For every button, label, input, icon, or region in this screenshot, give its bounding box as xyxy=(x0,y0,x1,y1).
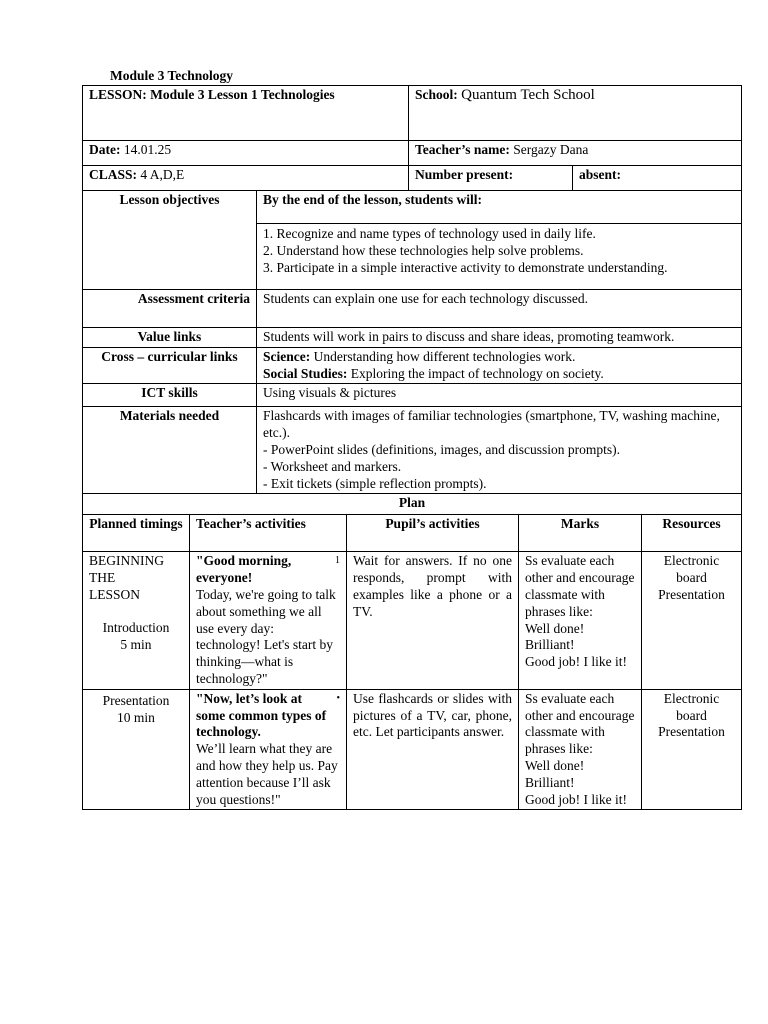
teacher-label: Teacher’s name: xyxy=(415,142,510,157)
stage-name: Introduction xyxy=(102,619,170,635)
marks-text: Well done! xyxy=(525,620,585,636)
social-studies-label: Social Studies: xyxy=(263,365,348,381)
material-item: Flashcards with images of familiar technologies (smartphone, TV, washing machine, etc.). xyxy=(263,408,720,441)
marks-text: Good job! I like it! xyxy=(525,654,627,670)
cross-curricular-label: Cross – curricular links xyxy=(83,347,257,384)
list-marker: 1 xyxy=(335,555,340,567)
list-marker: • xyxy=(336,692,340,704)
col-header-timings: Planned timings xyxy=(83,515,190,552)
date-label: Date: xyxy=(89,142,121,157)
plan-title: Plan xyxy=(83,494,742,515)
value-links-label: Value links xyxy=(83,328,257,348)
col-header-resources: Resources xyxy=(642,515,742,552)
social-studies-value: Exploring the impact of technology on society. xyxy=(350,365,604,381)
resources-cell: Electronic board Presentation xyxy=(642,552,742,689)
objectives-label: Lesson objectives xyxy=(83,191,257,290)
class-cell xyxy=(83,166,409,191)
plan-row xyxy=(83,689,742,810)
teacher-activity-cell xyxy=(190,552,347,689)
marks-text: Good job! I like it! xyxy=(525,791,627,807)
lesson-plan-table xyxy=(82,85,742,810)
assessment-label: Assessment criteria xyxy=(83,290,257,328)
lesson-cell xyxy=(83,86,409,141)
absent-cell: absent: xyxy=(573,166,742,191)
class-value: 4 A,D,E xyxy=(140,167,185,182)
class-label: CLASS: xyxy=(89,167,138,182)
teacher-cell xyxy=(409,141,742,166)
school-cell xyxy=(409,86,742,141)
objectives-list xyxy=(257,224,742,290)
cross-curricular-value xyxy=(257,347,742,384)
teacher-activity-lead: "Good morning, everyone! xyxy=(196,553,292,586)
marks-text: Brilliant! xyxy=(525,637,575,653)
stage-duration: 5 min xyxy=(120,636,152,652)
timing-cell xyxy=(83,689,190,810)
stage-duration: 10 min xyxy=(117,710,155,726)
material-item: - Worksheet and markers. xyxy=(263,458,402,474)
pupil-activity-cell: Use flashcards or slides with pictures of a TV, car, phone, etc. Let participants answer. xyxy=(347,689,519,810)
materials-label: Materials needed xyxy=(83,407,257,494)
teacher-activity-text: Today, we're going to talk about something we all use every day: technology! Let's start by thinking—what is technology?" xyxy=(196,586,336,686)
col-header-marks: Marks xyxy=(519,515,642,552)
timing-line: LESSON xyxy=(89,586,141,602)
teacher-activity-text: We’ll learn what they are and how they help us. Pay attention because I’ll ask you questions!" xyxy=(196,741,338,807)
date-cell xyxy=(83,141,409,166)
school-value: Quantum Tech School xyxy=(461,87,595,103)
teacher-value: Sergazy Dana xyxy=(513,142,589,157)
lesson-value: Module 3 Lesson 1 Technologies xyxy=(150,87,335,102)
timing-cell xyxy=(83,552,190,689)
objective-item: 1. Recognize and name types of technology used in daily life. xyxy=(263,226,596,241)
school-label: School: xyxy=(415,87,458,102)
materials-list xyxy=(257,407,742,494)
marks-text: Brilliant! xyxy=(525,774,575,790)
material-item: - Exit tickets (simple reflection prompts). xyxy=(263,475,487,491)
marks-cell xyxy=(519,552,642,689)
lesson-label: LESSON: xyxy=(89,87,147,102)
science-label: Science: xyxy=(263,348,311,364)
assessment-value: Students can explain one use for each technology discussed. xyxy=(257,290,742,328)
marks-cell xyxy=(519,689,642,810)
number-present-cell: Number present: xyxy=(409,166,573,191)
objectives-intro: By the end of the lesson, students will: xyxy=(257,191,742,224)
marks-text: Well done! xyxy=(525,757,585,773)
objective-item: 2. Understand how these technologies help solve problems. xyxy=(263,242,584,258)
plan-row xyxy=(83,552,742,689)
stage-name: Presentation xyxy=(102,693,170,709)
date-value: 14.01.25 xyxy=(123,142,172,157)
col-header-pupil: Pupil’s activities xyxy=(347,515,519,552)
teacher-activity-lead: "Now, let’s look at some common types of technology. xyxy=(196,690,327,740)
timing-line: BEGINNING xyxy=(89,553,164,569)
marks-text: Ss evaluate each other and encourage classmate with phrases like: xyxy=(525,690,635,757)
material-item: - PowerPoint slides (definitions, images, and discussion prompts). xyxy=(263,441,620,457)
science-value: Understanding how different technologies work. xyxy=(313,348,576,364)
page-title: Module 3 Technology xyxy=(110,68,234,83)
pupil-activity-cell: Wait for answers. If no one responds, prompt with examples like a phone or a TV. xyxy=(347,552,519,689)
ict-label: ICT skills xyxy=(83,384,257,407)
col-header-teacher: Teacher’s activities xyxy=(190,515,347,552)
timing-line: THE xyxy=(89,570,116,586)
value-links-value: Students will work in pairs to discuss and share ideas, promoting teamwork. xyxy=(257,328,742,348)
resources-cell: Electronic board Presentation xyxy=(642,689,742,810)
marks-text: Ss evaluate each other and encourage classmate with phrases like: xyxy=(525,553,635,619)
ict-value: Using visuals & pictures xyxy=(257,384,742,407)
teacher-activity-cell xyxy=(190,689,347,810)
objective-item: 3. Participate in a simple interactive activity to demonstrate understanding. xyxy=(263,259,668,275)
